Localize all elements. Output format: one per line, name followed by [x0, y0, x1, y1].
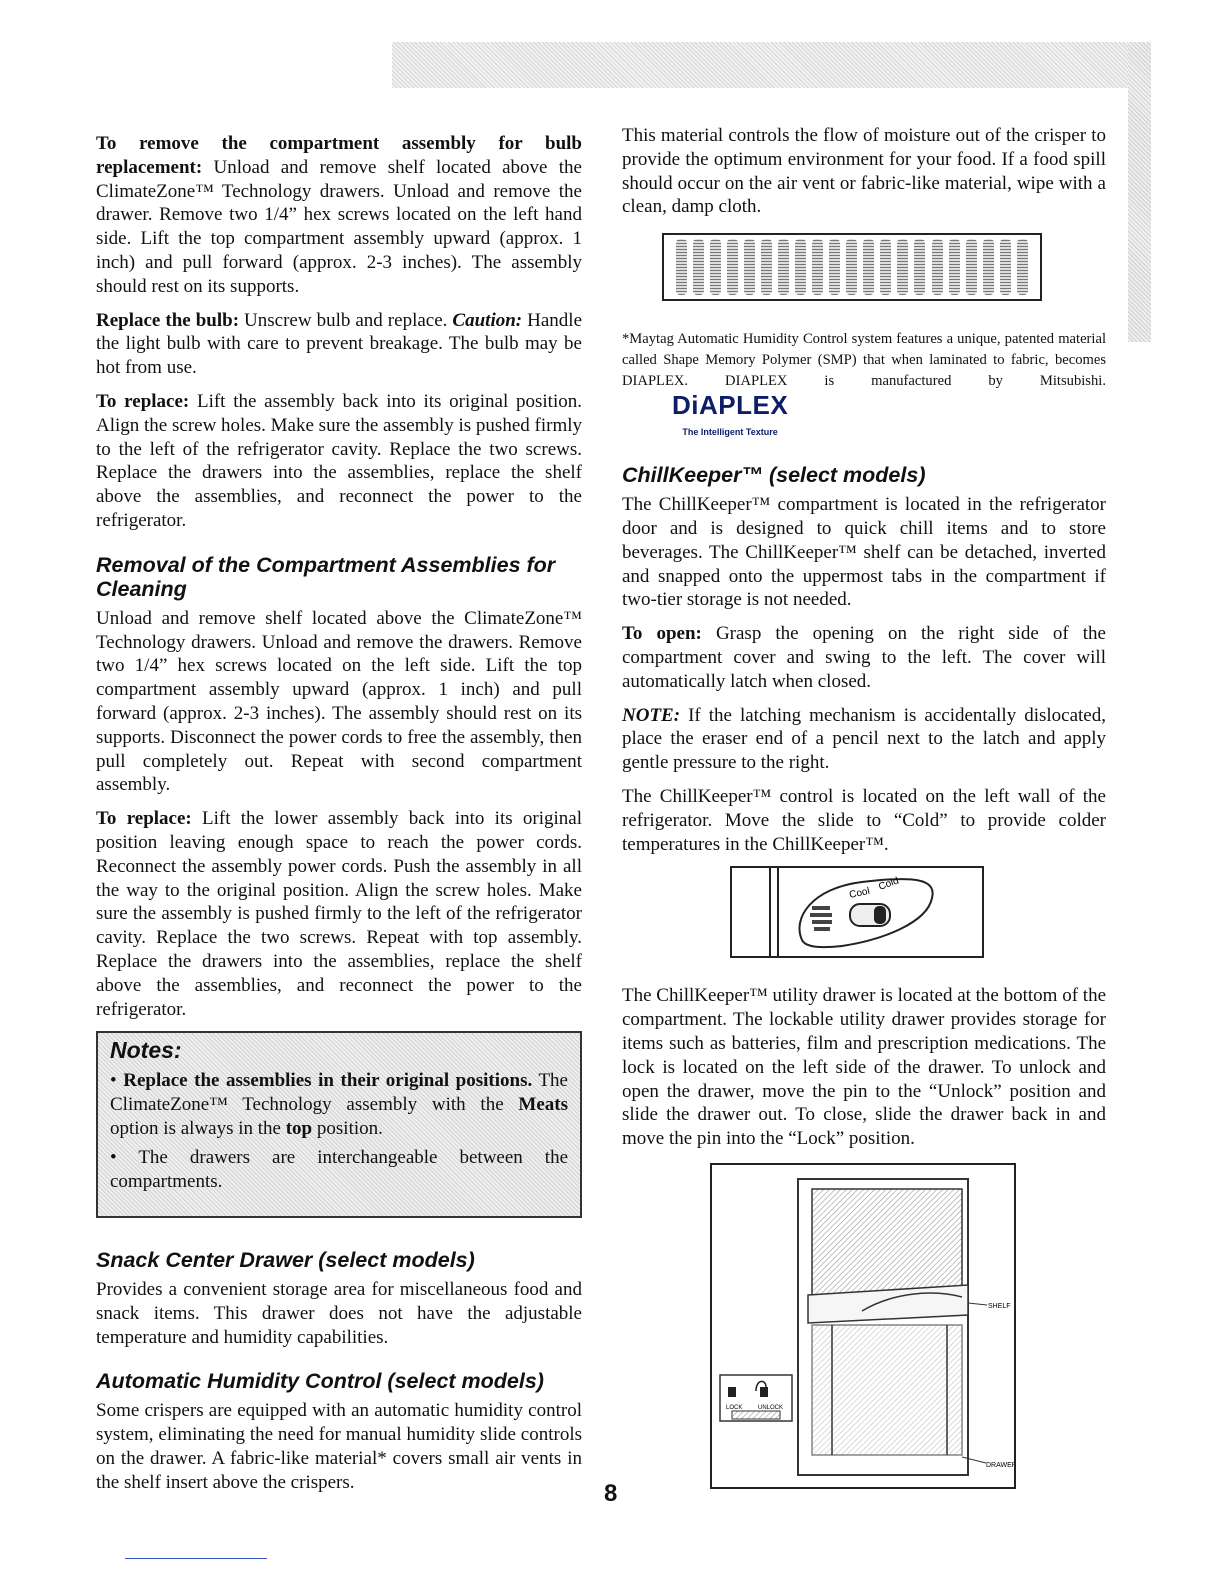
to-replace-paragraph: To replace: Lift the assembly back into its original position. Align the screw holes. Make sure the assembly is pushed firmly to the left of the refrigerator cavity. Replace the two screws. Replace the drawers into the assemblies, replace the shelf above the assemblies, and reconnect the power to the refrigerator.	[96, 390, 582, 531]
footnote: *Maytag Automatic Humidity Control system features a unique, patented material called Shape Memory Polymer (SMP) that when laminated to fabric, becomes DIAPLEX. DIAPLEX is manufactured by Mitsubishi. DiAPLEX The Intelligent Texture	[622, 329, 1106, 443]
footer-rule	[125, 1558, 267, 1559]
to-replace-lower-paragraph: To replace: Lift the lower assembly back into its original position leaving enough space to reach the power cords. Reconnect the assembly power cords. Push the assembly in all the way to the original position. Align the screw holes. Make sure the assembly is pushed firmly to the left of the refrigerator cavity. Replace the two screws. Repeat with top assembly. Replace the drawers into the assemblies, replace the shelf above the assemblies, and reconnect the power to the refrigerator.	[96, 808, 582, 1020]
chillkeeper-intro: The ChillKeeper™ compartment is located in the refrigerator door and is designed to quick chill items and to store beverages. The ChillKeeper™ shelf can be detached, inverted and snapped onto the uppermost tabs in the compartment if two-tier storage is not needed.	[622, 494, 1106, 611]
right-column	[622, 124, 1106, 1489]
removal-paragraph: Unload and remove shelf located above the ClimateZone™ Technology drawers. Unload and remove the drawers. Remove two 1/4” hex screws located on the left side. Lift the top compartment assembly upward (approx. 1 inch) and pull forward (approx. 2-3 inches). The assembly should rest on its supports. Disconnect the power cords to free the assembly, then pull completely out. Repeat with second compartment assembly.	[96, 607, 582, 796]
material-paragraph: This material controls the flow of moisture out of the crisper to provide the optimum environment for your food. If a food spill should occur on the air vent or fabric-like material, wipe with a clean, damp cloth.	[622, 125, 1106, 218]
utility-drawer-paragraph: The ChillKeeper™ utility drawer is located at the bottom of the compartment. The lockable utility drawer provides storage for items such as batteries, film and prescription medications. The lock is located on the left side of the drawer. To unlock and open the drawer, move the pin to the “Unlock” position and slide the drawer out. To close, slide the drawer back in and move the pin into the “Lock” position.	[622, 985, 1106, 1150]
header-band	[392, 42, 1151, 88]
removal-heading: Removal of the Compartment Assemblies for Cleaning	[96, 552, 556, 601]
chillkeeper-control-figure	[730, 866, 984, 958]
humidity-paragraph: Some crispers are equipped with an automatic humidity control system, eliminating the need for manual humidity slide controls on the drawer. A fabric-like material* covers small air vents in the shelf insert above the crispers.	[96, 1400, 582, 1493]
notes-box	[96, 1031, 582, 1218]
lock-label: LOCK	[726, 1404, 743, 1411]
note-item: • The drawers are interchangeable between the compartments.	[110, 1147, 568, 1193]
note-item: • Replace the assemblies in their original positions. The ClimateZone™ Technology assembly with the Meats option is always in the top position.	[110, 1070, 568, 1139]
side-tab	[1128, 42, 1151, 342]
note-paragraph: NOTE: If the latching mechanism is accidentally dislocated, place the eraser end of a pencil next to the latch and apply gentle pressure to the right.	[622, 704, 1106, 774]
humidity-heading: Automatic Humidity Control (select models)	[96, 1369, 544, 1394]
snack-heading: Snack Center Drawer (select models)	[96, 1248, 475, 1273]
left-column	[96, 132, 582, 1505]
air-vent-figure	[662, 233, 1042, 301]
cold-label: Cold	[877, 875, 901, 894]
page-number: 8	[604, 1480, 618, 1507]
control-paragraph: The ChillKeeper™ control is located on the left wall of the refrigerator. Move the slide to “Cold” to provide colder temperatures in the ChillKeeper™.	[622, 785, 1106, 855]
snack-paragraph: Provides a convenient storage area for miscellaneous food and snack items. This drawer does not have the adjustable temperature and humidity capabilities.	[96, 1279, 582, 1348]
unlock-label: UNLOCK	[758, 1404, 784, 1411]
notes-title: Notes:	[110, 1037, 182, 1064]
diaplex-logo: DiAPLEX The Intelligent Texture	[672, 390, 789, 438]
drawer-label: DRAWER	[986, 1461, 1014, 1469]
remove-bulb-paragraph: To remove the compartment assembly for bulb replacement: Unload and remove shelf located above the ClimateZone™ Technology drawers. Unload and remove the drawer. Remove two 1/4” hex screws located on the left hand side. Lift the top compartment assembly upward (approx. 1 inch) and pull forward (approx. 2-3 inches). The assembly should rest on its supports.	[96, 133, 582, 297]
shelf-label: SHELF	[988, 1302, 1011, 1310]
to-open-paragraph: To open: Grasp the opening on the right side of the compartment cover and swing to the left. The cover will automatically latch when closed.	[622, 623, 1106, 692]
chillkeeper-heading: ChillKeeper™ (select models)	[622, 463, 926, 488]
cool-label: Cool	[848, 886, 871, 902]
replace-bulb-paragraph: Replace the bulb: Unscrew bulb and replace. Caution: Handle the light bulb with care to prevent breakage. The bulb may be hot from use.	[96, 309, 583, 379]
chillkeeper-compartment-figure	[710, 1163, 1016, 1489]
